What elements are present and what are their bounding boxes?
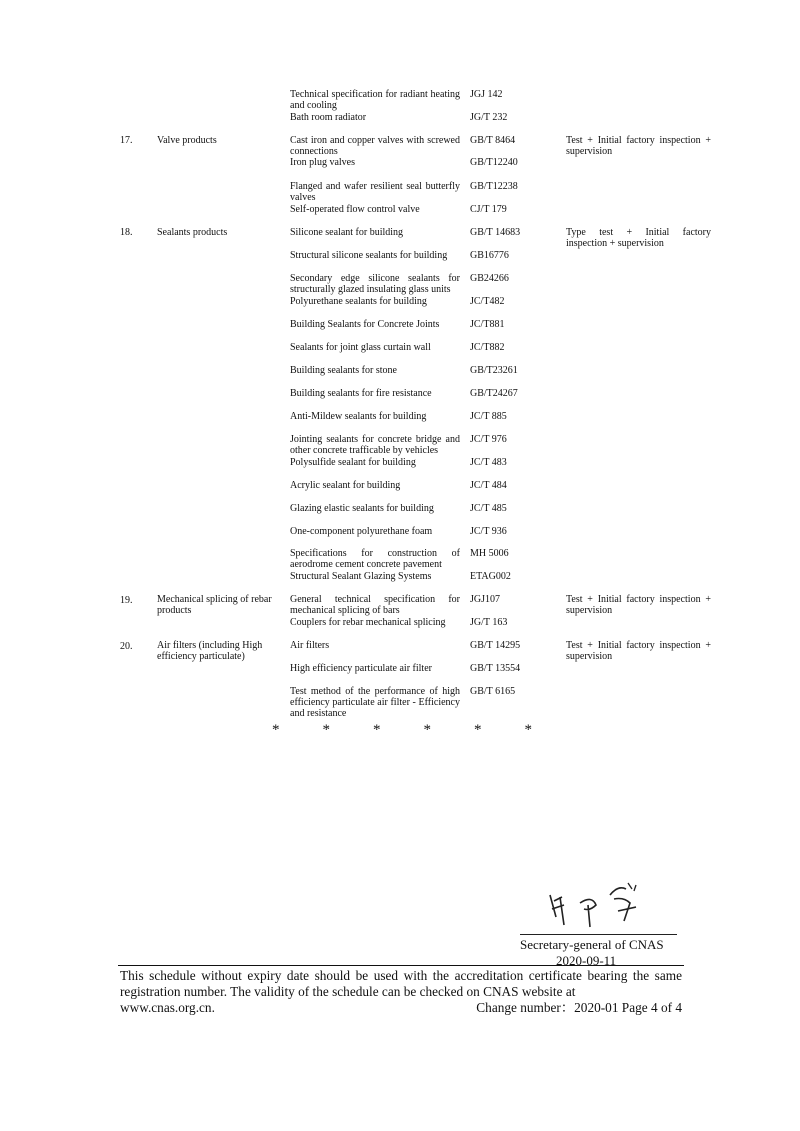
standard-code: JC/T 885 — [470, 411, 507, 422]
signatory-title: Secretary-general of CNAS — [520, 937, 664, 952]
standard-code: GB/T 14295 — [470, 640, 521, 651]
standard-code: GB16776 — [470, 250, 509, 261]
item-text: Polysulfide sealant for building — [290, 457, 416, 468]
item-text: Building Sealants for Concrete Joints — [290, 319, 440, 330]
star: * — [272, 722, 280, 738]
row-number: 19. — [120, 595, 133, 606]
standard-code: JC/T 936 — [470, 526, 507, 537]
item-text: Technical specification for radiant heating and cooling — [290, 89, 460, 111]
item-text: Silicone sealant for building — [290, 227, 404, 238]
standard-code: JC/T 976 — [470, 434, 507, 445]
item-text: Cast iron and copper valves with screwed connections — [290, 135, 460, 157]
certification-mode: Test + Initial factory inspection + supervision — [566, 640, 711, 662]
item-text: Air filters — [290, 640, 330, 651]
item-text: Secondary edge silicone sealants for structurally glazed insulating glass units — [290, 273, 460, 295]
standard-code: GB/T23261 — [470, 365, 518, 376]
product-name: Air filters (including High efficiency particulate) — [157, 640, 263, 662]
item-text: General technical specification for mechanical splicing of bars — [290, 594, 460, 616]
standard-code: JGJ107 — [470, 594, 501, 605]
standard-code: ETAG002 — [470, 571, 511, 582]
row-number: 20. — [120, 641, 133, 652]
star: * — [524, 722, 532, 738]
certification-mode: Test + Initial factory inspection + supervision — [566, 594, 711, 616]
standard-code: JGJ 142 — [470, 89, 503, 100]
standard-code: GB/T12240 — [470, 157, 518, 168]
product-name: Sealants products — [157, 227, 228, 238]
item-text: Bath room radiator — [290, 112, 367, 123]
item-text: Jointing sealants for concrete bridge and other concrete trafficable by vehicles — [290, 434, 460, 456]
item-text: Flanged and wafer resilient seal butterfly valves — [290, 181, 460, 203]
footer-last-line — [120, 1000, 682, 1016]
standard-code: GB/T 6165 — [470, 686, 516, 697]
item-text: Anti-Mildew sealants for building — [290, 411, 427, 422]
certification-mode: Test + Initial factory inspection + supervision — [566, 135, 711, 157]
item-text: Iron plug valves — [290, 157, 355, 168]
footer-note: This schedule without expiry date should be used with the accreditation certificate bearing the same registration number. The validity of the schedule can be checked on CNAS website at — [120, 968, 682, 999]
item-text: Test method of the performance of high efficiency particulate air filter - Efficiency and resistance — [290, 686, 460, 719]
product-name: Mechanical splicing of rebar products — [157, 594, 272, 616]
star: * — [373, 722, 381, 738]
item-text: High efficiency particulate air filter — [290, 663, 432, 674]
signature-line — [520, 934, 677, 935]
item-text: One-component polyurethane foam — [290, 526, 433, 537]
standard-code: GB/T 13554 — [470, 663, 521, 674]
star: * — [474, 722, 482, 738]
item-text: Acrylic sealant for building — [290, 480, 401, 491]
standard-code: GB/T12238 — [470, 181, 518, 192]
item-text: Structural silicone sealants for building — [290, 250, 448, 261]
standard-code: JG/T 232 — [470, 112, 508, 123]
standard-code: JC/T 485 — [470, 503, 507, 514]
star: * — [423, 722, 431, 738]
star: * — [322, 722, 330, 738]
item-text: Glazing elastic sealants for building — [290, 503, 434, 514]
end-of-schedule-stars — [272, 722, 532, 739]
item-text: Building sealants for fire resistance — [290, 388, 432, 399]
standard-code: JC/T 484 — [470, 480, 507, 491]
row-number: 18. — [120, 227, 133, 238]
certification-mode: Type test + Initial factory inspection + supervision — [566, 227, 711, 249]
standard-code: GB/T 8464 — [470, 135, 516, 146]
item-text: Sealants for joint glass curtain wall — [290, 342, 431, 353]
handwritten-signature — [540, 875, 660, 935]
item-text: Self-operated flow control valve — [290, 204, 420, 215]
change-number-page: Change number：2020-01 Page 4 of 4 — [476, 1000, 682, 1015]
standard-code: MH 5006 — [470, 548, 509, 559]
footer-rule — [118, 965, 684, 966]
product-name: Valve products — [157, 135, 217, 146]
signature-date: 2020-09-11 — [556, 953, 617, 968]
standard-code: JC/T882 — [470, 342, 505, 353]
standard-code: CJ/T 179 — [470, 204, 507, 215]
item-text: Structural Sealant Glazing Systems — [290, 571, 432, 582]
item-text: Polyurethane sealants for building — [290, 296, 427, 307]
standard-code: JC/T881 — [470, 319, 505, 330]
row-number: 17. — [120, 135, 133, 146]
item-text: Couplers for rebar mechanical splicing — [290, 617, 446, 628]
standard-code: GB/T 14683 — [470, 227, 521, 238]
standard-code: JC/T482 — [470, 296, 505, 307]
standard-code: JG/T 163 — [470, 617, 508, 628]
cnas-website-link[interactable]: www.cnas.org.cn. — [120, 1000, 215, 1015]
standard-code: JC/T 483 — [470, 457, 507, 468]
item-text: Building sealants for stone — [290, 365, 397, 376]
item-text: Specifications for construction of aerodrome cement concrete pavement — [290, 548, 460, 570]
standard-code: GB24266 — [470, 273, 509, 284]
standard-code: GB/T24267 — [470, 388, 518, 399]
